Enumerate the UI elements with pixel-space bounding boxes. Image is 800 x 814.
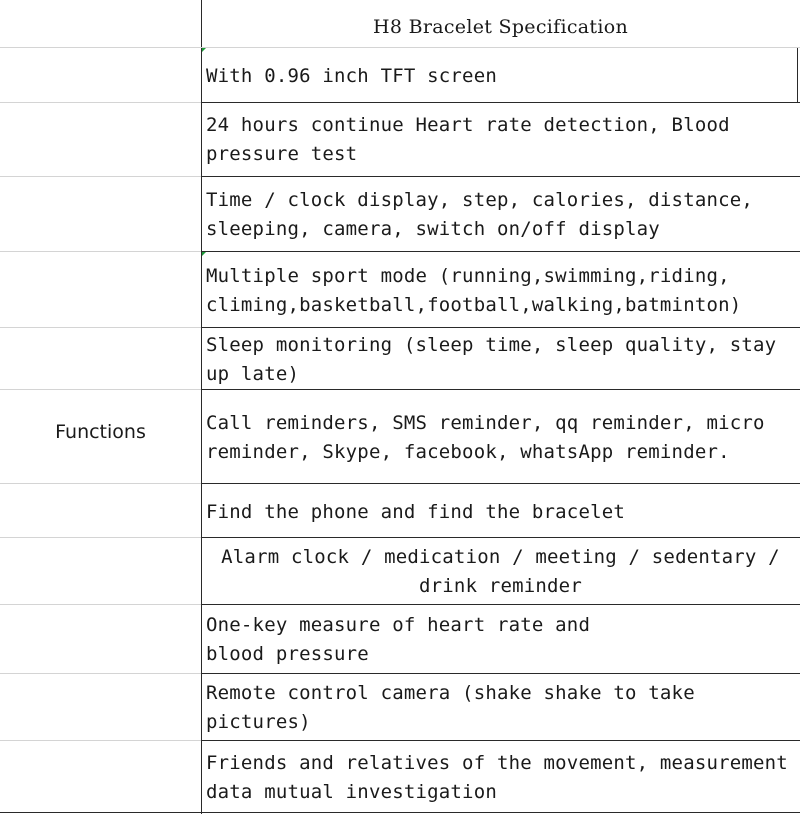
left-gridline: [0, 327, 201, 328]
table-row: Find the phone and find the bracelet: [206, 501, 626, 523]
bottom-border: [0, 812, 800, 813]
left-gridline: [0, 483, 201, 484]
table-row: Sleep monitoring (sleep time, sleep quality, stay up late): [206, 334, 777, 385]
row-divider: [201, 327, 800, 328]
category-label: Functions: [55, 421, 146, 443]
row-divider: [201, 483, 800, 484]
row-divider: [201, 673, 800, 674]
cell-marker: [202, 252, 206, 256]
left-gridline: [0, 537, 201, 538]
row-divider: [201, 102, 800, 103]
row-divider: [201, 537, 800, 538]
table-row: Alarm clock / medication / meeting / sedentary / drink reminder: [221, 546, 780, 597]
table-row: One-key measure of heart rate and blood pressure: [206, 614, 591, 665]
row-divider: [201, 389, 800, 390]
table-row: Remote control camera (shake shake to take pictures): [206, 682, 695, 733]
row-divider: [201, 740, 800, 741]
cell-marker: [202, 48, 206, 52]
row-divider: [201, 604, 800, 605]
table-header: H8 Bracelet Specification: [372, 16, 629, 38]
table-row: With 0.96 inch TFT screen: [206, 65, 497, 87]
row-divider: [201, 251, 800, 252]
left-gridline: [0, 176, 201, 177]
row-divider: [201, 176, 800, 177]
header-divider-right: [201, 47, 800, 48]
left-gridline: [0, 740, 201, 741]
table-row: Friends and relatives of the movement, measurement data mutual investigation: [206, 752, 788, 803]
table-row: Time / clock display, step, calories, distance, sleeping, camera, switch on/off display: [206, 189, 754, 240]
left-gridline: [0, 251, 201, 252]
table-row: 24 hours continue Heart rate detection, Blood pressure test: [206, 114, 730, 165]
left-gridline: [0, 673, 201, 674]
table-row: Call reminders, SMS reminder, qq reminder, micro reminder, Skype, facebook, whatsApp reminder.: [206, 412, 765, 463]
left-gridline: [0, 604, 201, 605]
table-row: Multiple sport mode (running,swimming,riding, climing,basketball,football,walking,batminton): [206, 265, 742, 316]
header-divider-left: [0, 47, 201, 48]
left-gridline: [0, 389, 201, 390]
left-gridline: [0, 102, 201, 103]
